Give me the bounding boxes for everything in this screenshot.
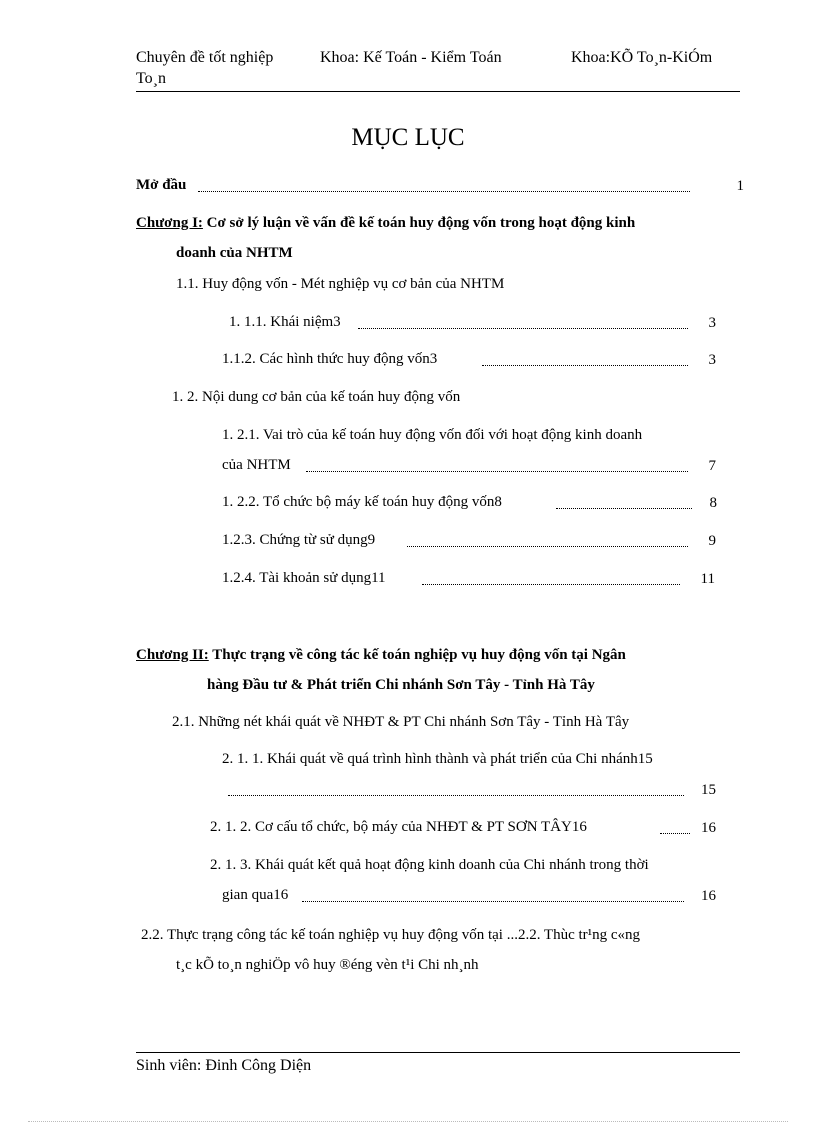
header-left: Chuyên đề tốt nghiệp — [136, 49, 274, 66]
leader-dots — [407, 545, 688, 547]
page-title: MỤC LỤC — [351, 124, 465, 151]
toc-page-number: 1 — [736, 178, 744, 194]
toc-page-number: 15 — [701, 782, 716, 798]
chapter-2-heading — [136, 648, 626, 663]
leader-dots — [422, 583, 680, 585]
toc-section-1-2-2: 1. 2.2. Tổ chức bộ máy kế toán huy động vốn8 — [222, 494, 502, 510]
chapter-2-title-cont: hàng Đầu tư & Phát triển Chi nhánh Sơn Tây - Tỉnh Hà Tây — [207, 677, 595, 693]
toc-page-number: 3 — [708, 352, 716, 368]
toc-section-1-2-3: 1.2.3. Chứng từ sử dụng9 — [222, 532, 376, 548]
toc-section-2-1-3-cont: gian qua16 — [222, 887, 289, 903]
leader-dots — [198, 190, 690, 192]
toc-page-number: 7 — [708, 458, 716, 474]
leader-dots — [482, 364, 688, 366]
page-edge-dots — [28, 1121, 788, 1122]
chapter-2-prefix: Chương II: — [136, 647, 209, 663]
toc-page-number: 11 — [700, 571, 715, 587]
toc-mo-dau: Mở đầu — [136, 177, 187, 193]
toc-section-2-2: 2.2. Thực trạng công tác kế toán nghiệp vụ huy động vốn tại ...2.2. Thùc tr¹ng c«ng — [141, 927, 641, 943]
footer-rule — [136, 1052, 740, 1053]
chapter-2-title: Thực trạng về công tác kế toán nghiệp vụ huy động vốn tại Ngân — [212, 647, 626, 663]
leader-dots — [228, 794, 684, 796]
header-left-wrap: To¸n — [136, 70, 166, 87]
leader-dots — [556, 507, 692, 509]
leader-dots — [306, 470, 688, 472]
toc-page-number: 3 — [708, 315, 716, 331]
toc-section-1-2: 1. 2. Nội dung cơ bản của kế toán huy động vốn — [172, 389, 461, 405]
toc-page-number: 16 — [701, 888, 716, 904]
toc-section-2-1-1: 2. 1. 1. Khái quát về quá trình hình thành và phát triển của Chi nhánh15 — [222, 751, 653, 767]
chapter-1-title: Cơ sở lý luận về vấn đề kế toán huy động vốn trong hoạt động kinh — [206, 215, 636, 231]
toc-section-1-1-1: 1. 1.1. Khái niệm3 — [229, 314, 341, 330]
toc-section-2-1: 2.1. Những nét khái quát về NHĐT & PT Chi nhánh Sơn Tây - Tỉnh Hà Tây — [172, 714, 630, 730]
toc-section-1-2-1-cont: của NHTM — [222, 457, 291, 473]
footer-student: Sinh viên: Đinh Công Diện — [136, 1057, 312, 1074]
chapter-1-title-cont: doanh của NHTM — [176, 245, 293, 261]
toc-section-1-1: 1.1. Huy động vốn - Mét nghiệp vụ cơ bản của NHTM — [176, 276, 505, 292]
header-right: Khoa:KÕ To¸n-KiÓm — [571, 49, 713, 66]
toc-section-2-1-3: 2. 1. 3. Khái quát kết quả hoạt động kinh doanh của Chi nhánh trong thời — [210, 857, 649, 873]
toc-section-2-2-cont: t¸c kÕ to¸n nghiÖp vô huy ®éng vèn t¹i Chi nh¸nh — [176, 957, 479, 973]
toc-page-number: 9 — [708, 533, 716, 549]
toc-page-number: 8 — [709, 495, 717, 511]
toc-section-1-2-1: 1. 2.1. Vai trò của kế toán huy động vốn đối với hoạt động kinh doanh — [222, 427, 643, 443]
leader-dots — [358, 327, 688, 329]
leader-dots — [302, 900, 684, 902]
header-center: Khoa: Kế Toán - Kiểm Toán — [320, 49, 502, 66]
toc-section-1-1-2: 1.1.2. Các hình thức huy động vốn3 — [222, 351, 438, 367]
toc-page-number: 16 — [701, 820, 716, 836]
header-rule — [136, 91, 740, 92]
chapter-1-heading — [136, 216, 635, 231]
toc-section-2-1-2: 2. 1. 2. Cơ cấu tổ chức, bộ máy của NHĐT & PT SƠN TÂY16 — [210, 819, 587, 835]
chapter-1-prefix: Chương I: — [136, 215, 203, 231]
toc-section-1-2-4: 1.2.4. Tài khoản sử dụng11 — [222, 570, 386, 586]
